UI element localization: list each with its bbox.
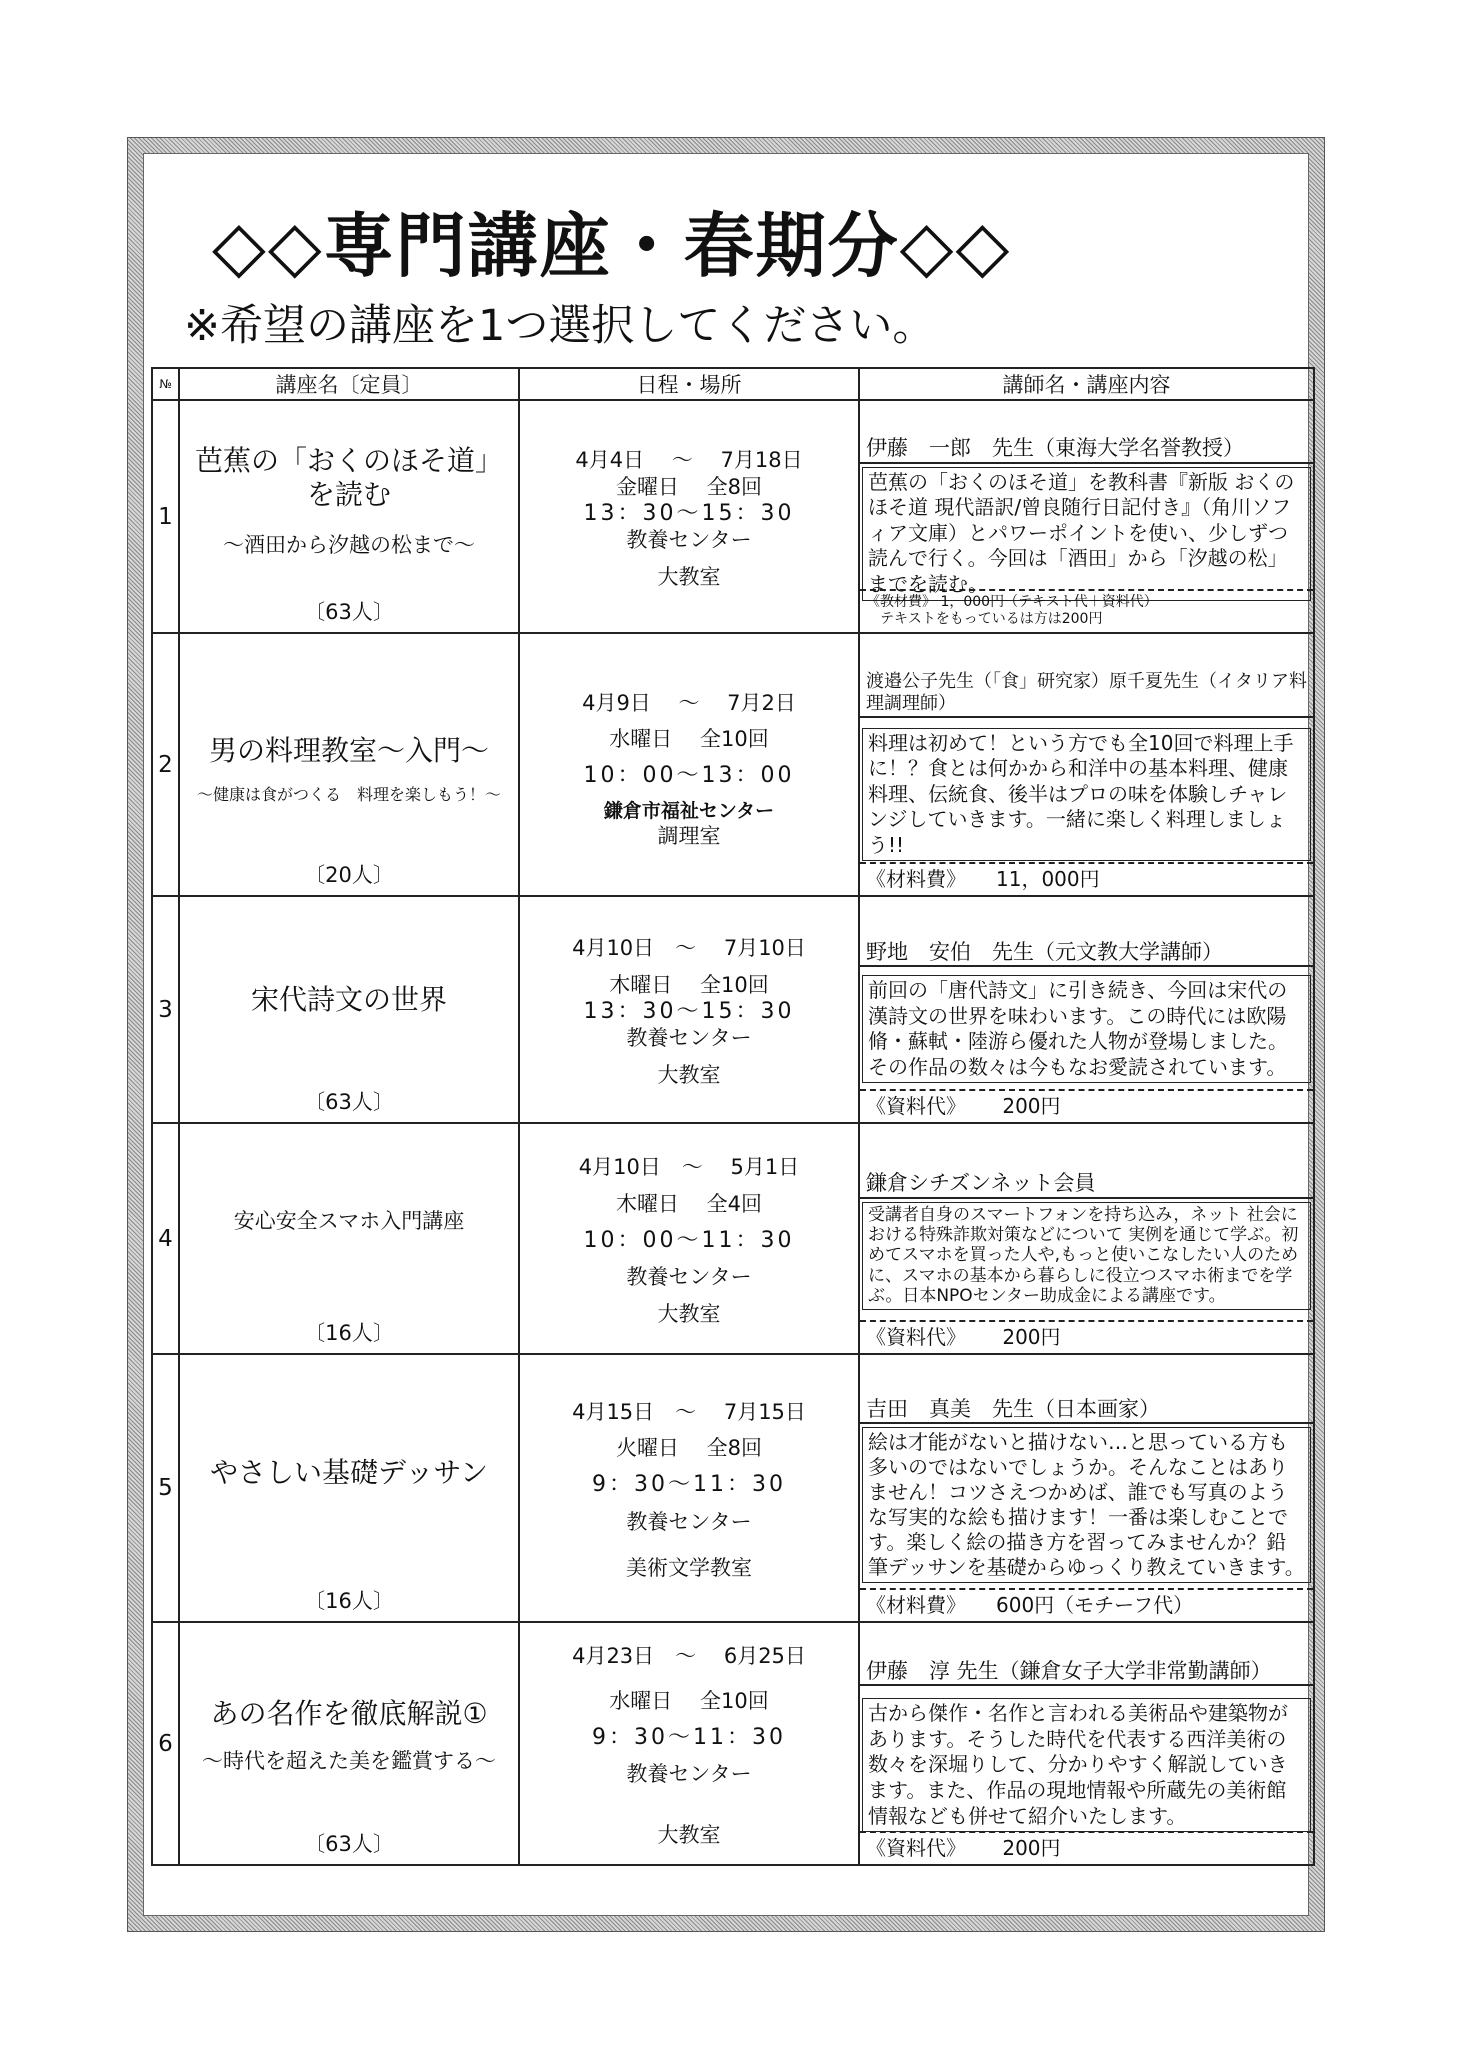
table-row (152, 633, 1314, 896)
course-name: 男の料理教室～入門～ (208, 734, 489, 768)
course-capacity: 〔63人〕 (304, 600, 394, 624)
course-day: 火曜日 全8回 (615, 1436, 763, 1460)
course-description: 受講者自身のスマートフォンを持ち込み，ネット 社会における特殊詐欺対策などについて 実例を通じて学ぶ。初めてスマホを買った人や,もっと使いこなしたい人のために、スマホの基本から暮らしに役立つスマホ術までを学ぶ。日本NPOセンター助成金による講座です。 (862, 1202, 1311, 1310)
course-dates: 4月4日 ～ 7月18日 (575, 448, 803, 473)
fee-line: 《材料費》 11，000円 (866, 867, 1100, 891)
row-number: 3 (152, 896, 179, 1123)
course-room: 大教室 (657, 564, 721, 589)
page-title: ◇◇専門講座・春期分◇◇ (212, 205, 1012, 287)
header-instructor: 講師名・講座内容 (859, 368, 1314, 400)
course-description: 古から傑作・名作と言われる美術品や建築物があります。そうした時代を代表する西洋美術の数々を深堀りして、分かりやすく解説していきます。また、作品の現地情報や所蔵先の美術館情報なども併せて紹介いたします。 (862, 1698, 1311, 1832)
course-time: 13：30～15：30 (583, 998, 795, 1024)
course-venue: 鎌倉市福祉センター (603, 799, 775, 822)
page-subtitle: ※希望の講座を1つ選択してください。 (184, 301, 936, 351)
course-venue: 教養センター (626, 1762, 752, 1787)
instructor-name: 渡邉公子先生（「食」研究家）原千夏先生（イタリア料理調理師） (860, 668, 1313, 718)
course-fee (860, 1089, 1313, 1118)
schedule-cell (519, 1354, 859, 1622)
fee-line: 《資料代》 200円 (866, 1325, 1061, 1349)
fee-line: 《資料代》 200円 (866, 1094, 1061, 1118)
fee-line: 《教材費》 1，000円（テキスト代＋資料代） (866, 594, 1158, 611)
course-fee (860, 1320, 1313, 1349)
table-row (152, 1622, 1314, 1865)
course-venue: 教養センター (626, 1026, 752, 1051)
instructor-cell (859, 400, 1314, 633)
course-room: 調理室 (657, 824, 721, 849)
course-capacity: 〔16人〕 (304, 1589, 394, 1613)
row-number: 2 (152, 633, 179, 896)
fee-note: テキストをもっているは方は200円 (880, 611, 1103, 628)
course-name: 宋代詩文の世界 (250, 982, 447, 1016)
row-number: 4 (152, 1123, 179, 1354)
course-venue: 教養センター (626, 1265, 752, 1290)
course-name: 芭蕉の「おくのほそ道」 (194, 443, 503, 477)
instructor-name: 伊藤 一郎 先生（東海大学名誉教授） (860, 432, 1313, 463)
fee-line: 《資料代》 200円 (866, 1836, 1061, 1860)
row-number: 6 (152, 1622, 179, 1865)
course-table (151, 367, 1315, 1866)
table-header-row (152, 368, 1314, 400)
course-day: 水曜日 全10回 (609, 726, 769, 751)
table-row (152, 1123, 1314, 1354)
course-dates: 4月9日 ～ 7月2日 (582, 690, 796, 715)
row-number: 5 (152, 1354, 179, 1622)
course-dates: 4月23日 ～ 6月25日 (572, 1644, 806, 1669)
course-capacity: 〔20人〕 (304, 863, 394, 887)
course-time: 10：00～13：00 (583, 763, 795, 788)
course-name: 安心安全スマホ入門講座 (233, 1208, 465, 1233)
instructor-cell (859, 1123, 1314, 1354)
course-subtitle: ～時代を超えた美を鑑賞する～ (202, 1748, 496, 1773)
instructor-cell (859, 1622, 1314, 1865)
course-time: 9：30～11：30 (592, 1724, 786, 1750)
course-capacity: 〔16人〕 (304, 1321, 394, 1345)
course-fee (860, 589, 1313, 628)
table-row (152, 400, 1314, 633)
header-no: № (152, 368, 179, 400)
page-content (143, 153, 1309, 1916)
instructor-name: 野地 安伯 先生（元文教大学講師） (860, 936, 1313, 967)
course-time: 9：30～11：30 (592, 1472, 786, 1498)
course-subtitle: ～酒田から汐越の松まで～ (223, 533, 475, 558)
course-time: 10：00～11：30 (583, 1227, 795, 1253)
instructor-name: 鎌倉シチズンネット会員 (860, 1167, 1313, 1198)
course-name-cell (179, 400, 519, 633)
course-capacity: 〔63人〕 (304, 1090, 394, 1114)
course-dates: 4月10日 ～ 7月10日 (572, 936, 806, 961)
instructor-name: 吉田 真美 先生（日本画家） (860, 1393, 1313, 1424)
schedule-cell (519, 896, 859, 1123)
instructor-cell (859, 1354, 1314, 1622)
course-day: 木曜日 全4回 (615, 1191, 763, 1216)
course-description: 料理は初めて！という方でも全10回で料理上手に！？食とは何かから和洋中の基本料理、健康料理、伝統食、後半はプロの味を体験しチャレンジしていきます。一緒に楽しく料理しましょう!! (862, 728, 1311, 862)
course-name-cell (179, 633, 519, 896)
course-description: 芭蕉の「おくのほそ道」を教科書『新版 おくのほそ道 現代語訳/曾良随行日記付き』（角川ソフィア文庫）とパワーポイントを使い、少しずつ読んで行く。今回は「酒田」から「汐越の松」までを読む。 (862, 467, 1311, 601)
course-room: 大教室 (657, 1822, 721, 1847)
row-number: 1 (152, 400, 179, 633)
instructor-name: 伊藤 淳 先生（鎌倉女子大学非常勤講師） (860, 1655, 1313, 1686)
course-description: 前回の「唐代詩文」に引き続き、今回は宋代の漢詩文の世界を味わいます。この時代には欧陽脩・蘇軾・陸游ら優れた人物が登場しました。その作品の数々は今もなお愛読されています。 (862, 975, 1311, 1083)
course-room: 大教室 (657, 1062, 721, 1087)
schedule-cell (519, 400, 859, 633)
course-room: 美術文学教室 (626, 1556, 752, 1580)
course-name-cell (179, 1123, 519, 1354)
schedule-cell (519, 633, 859, 896)
table-row (152, 1354, 1314, 1622)
course-name-cell (179, 1354, 519, 1622)
course-description: 絵は才能がないと描けない…と思っている方も多いのではないでしょうか。そんなことはありません！コツさえつかめば、誰でも写真のような写実的な絵も描けます！一番は楽しむことです。楽しく絵の描き方を習ってみませんか？鉛筆デッサンを基礎からゆっくり教えていきます。 (862, 1427, 1311, 1583)
page-frame (127, 137, 1325, 1932)
instructor-cell (859, 633, 1314, 896)
course-capacity: 〔63人〕 (304, 1832, 394, 1856)
course-name-cell (179, 896, 519, 1123)
schedule-cell (519, 1622, 859, 1865)
course-name-line2: を読む (306, 477, 391, 511)
course-dates: 4月15日 ～ 7月15日 (572, 1399, 806, 1424)
header-schedule: 日程・場所 (519, 368, 859, 400)
course-subtitle: ～健康は食がつくる 料理を楽しもう！～ (196, 784, 501, 804)
course-day: 木曜日 全10回 (609, 972, 769, 997)
course-time: 13：30～15：30 (583, 500, 795, 526)
course-day: 水曜日 全10回 (609, 1688, 769, 1713)
course-name-cell (179, 1622, 519, 1865)
table-row (152, 896, 1314, 1123)
fee-line: 《材料費》 600円（モチーフ代） (866, 1593, 1194, 1617)
course-venue: 教養センター (626, 528, 752, 553)
course-name: あの名作を徹底解説① (210, 1697, 488, 1731)
course-room: 大教室 (657, 1301, 721, 1326)
course-day: 金曜日 全8回 (615, 474, 763, 499)
instructor-cell (859, 896, 1314, 1123)
course-fee (860, 1588, 1313, 1617)
course-fee (860, 1831, 1313, 1860)
course-fee (860, 862, 1313, 891)
header-course-name: 講座名〔定員〕 (179, 368, 519, 400)
schedule-cell (519, 1123, 859, 1354)
course-dates: 4月10日 ～ 5月1日 (578, 1155, 800, 1180)
course-name: やさしい基礎デッサン (209, 1456, 489, 1490)
course-venue: 教養センター (626, 1509, 752, 1534)
